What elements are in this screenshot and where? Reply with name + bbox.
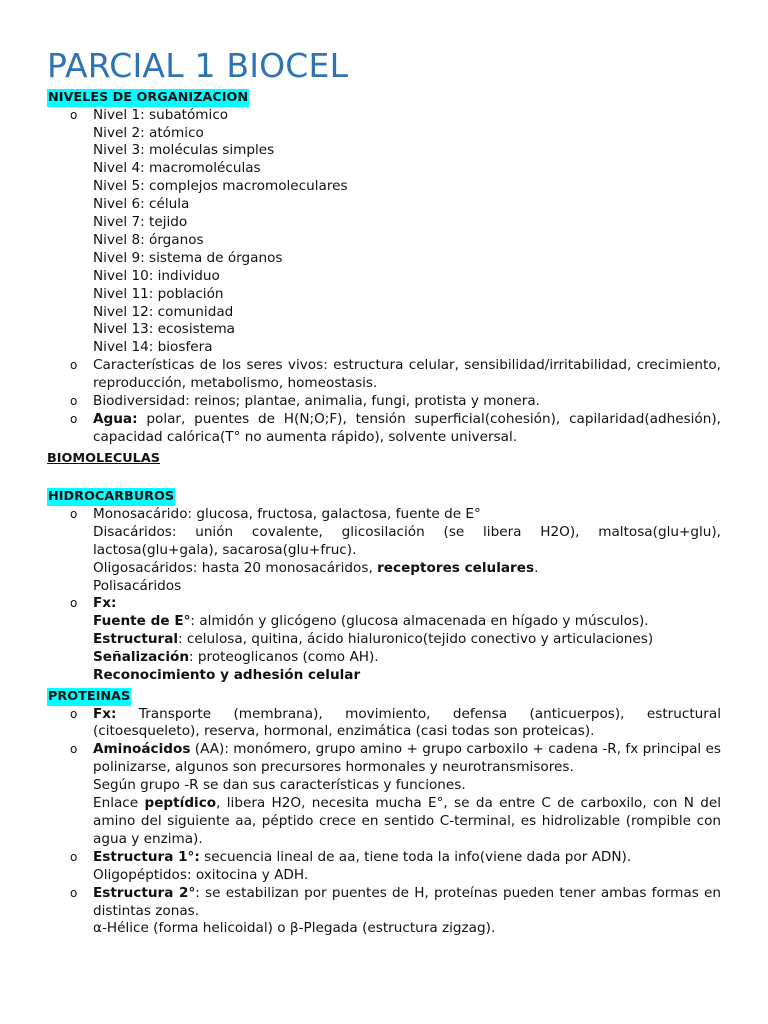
- page-title: PARCIAL 1 BIOCEL: [47, 46, 349, 85]
- bullet-marker: o: [70, 885, 78, 900]
- agua-text: polar, puentes de H(N;O;F), tensión superficial(cohesión), capilaridad(adhesión), capacidad calórica(T° no aumenta rápido), solvente universal.: [93, 411, 721, 445]
- bullet-marker: o: [70, 394, 78, 409]
- aa-text: (AA): monómero, grupo amino + grupo carboxilo + cadena -R, fx principal es polinizarse, algunos son precursores hormonales y neurotransmisores.: [93, 741, 721, 776]
- level-item: Nivel 13: ecosistema: [93, 321, 236, 338]
- reconocimiento-text: Reconocimiento y adhesión celular: [93, 667, 361, 684]
- oligopep-text: Oligopéptidos: oxitocina y ADH.: [93, 866, 309, 883]
- estructural-label: Estructural: [93, 631, 179, 648]
- grupo-r-text: Según grupo -R se dan sus características y funciones.: [93, 777, 466, 794]
- fx-prot-label: Fx:: [93, 705, 117, 722]
- fx-label: Fx:: [93, 595, 117, 612]
- fuente-line: [93, 613, 721, 631]
- level-item: Nivel 3: moléculas simples: [93, 142, 275, 159]
- list-item-agua: [47, 411, 721, 447]
- list-item-sacaridos: [47, 506, 721, 596]
- section-header-niveles: NIVELES DE ORGANIZACION: [48, 90, 249, 105]
- estructural-text: : celulosa, quitina, ácido hialuronico(tejido conectivo y articulaciones): [178, 631, 654, 648]
- bullet-marker: o: [70, 412, 78, 426]
- e2-label: Estructura 2°: [93, 884, 196, 901]
- section-proteinas: [47, 685, 721, 938]
- e1-label: Estructura 1°:: [93, 848, 200, 865]
- level-item: Nivel 8: órganos: [93, 231, 204, 248]
- level-item: Nivel 2: atómico: [93, 124, 204, 141]
- bullet-marker: o: [70, 706, 78, 721]
- section-header-hidrocarburos: HIDROCARBUROS: [48, 489, 175, 505]
- level-item: Nivel 5: complejos macromoleculares: [93, 178, 348, 195]
- level-item: Nivel 1: subatómico: [93, 106, 229, 123]
- oligo-bold: receptores celulares: [377, 559, 535, 576]
- estructural-line: [93, 631, 721, 649]
- e2-text: : se estabilizan por puentes de H, proteínas pueden tener ambas formas en distintas zonas.: [93, 884, 721, 919]
- biodiversidad-text: Biodiversidad: reinos; plantae, animalia, fungi, protista y monera.: [93, 393, 540, 410]
- list-item-estructura-1: [47, 849, 721, 885]
- di-text: Disacáridos: unión covalente, glicosilación (se libera H2O), maltosa(glu+glu), lactosa(glu+gala), sacarosa(glu+fruc).: [93, 523, 721, 558]
- bullet-marker: o: [70, 358, 78, 373]
- senal-label: Señalización: [93, 649, 189, 666]
- enlace-bold: peptídico: [144, 795, 217, 812]
- section-header-biomoleculas: BIOMOLECULAS: [47, 450, 160, 466]
- list-item-biodiversidad: [47, 393, 721, 411]
- level-item: Nivel 11: población: [93, 285, 224, 302]
- levels-list: [47, 107, 721, 358]
- section-header-proteinas: PROTEINAS: [48, 688, 131, 704]
- bullet-marker: o: [70, 742, 78, 757]
- section-hidrocarburos: [47, 485, 721, 685]
- poli-text: Polisacáridos: [93, 577, 182, 594]
- document-page: [47, 46, 721, 938]
- level-item: Nivel 9: sistema de órganos: [93, 249, 283, 266]
- mono-text: Monosacárido: glucosa, fructosa, galactosa, fuente de E°: [93, 505, 481, 522]
- aa-label: Aminoácidos: [93, 741, 191, 758]
- list-item-caracteristicas: [47, 357, 721, 393]
- oligo-line: [93, 560, 721, 578]
- level-item: Nivel 14: biosfera: [93, 339, 213, 356]
- bullet-marker: o: [70, 849, 78, 864]
- oligo-end: .: [534, 559, 539, 576]
- senal-line: [93, 649, 721, 667]
- bullet-marker: o: [70, 107, 78, 122]
- helice-text: α-Hélice (forma helicoidal) o β-Plegada (estructura zigzag).: [93, 920, 496, 937]
- section-niveles: [47, 86, 721, 447]
- level-item: Nivel 4: macromoléculas: [93, 160, 261, 177]
- fuente-label: Fuente de E°: [93, 613, 191, 630]
- level-item: Nivel 10: individuo: [93, 267, 220, 284]
- enlace-line: [93, 795, 721, 849]
- caracteristicas-text: Características de los seres vivos: estructura celular, sensibilidad/irritabilidad, crecimiento, reproducción, metabolismo, homeostasis.: [93, 357, 721, 392]
- list-item-fx: [47, 595, 721, 685]
- e1-text: secuencia lineal de aa, tiene toda la info(viene dada por ADN).: [199, 848, 632, 865]
- enlace-text: , libera H2O, necesita mucha E°, se da entre C de carboxilo, con N del amino del siguiente aa, péptido crece en sentido C-terminal, es hidrolizable (rompible con agua y enzima).: [93, 795, 721, 847]
- list-item-fx-prot: [47, 706, 721, 742]
- oligo-text: Oligosacáridos: hasta 20 monosacáridos,: [93, 559, 378, 576]
- bullet-marker: o: [70, 506, 78, 521]
- level-item: Nivel 12: comunidad: [93, 303, 234, 320]
- agua-label: Agua:: [93, 411, 138, 427]
- list-item-aminoacidos: [47, 741, 721, 848]
- fx-prot-text: Transporte (membrana), movimiento, defensa (anticuerpos), estructural (citoesqueleto), reserva, hormonal, enzimática (casi todas son proteicas).: [93, 705, 721, 740]
- level-item: Nivel 6: célula: [93, 196, 190, 213]
- senal-text: : proteoglicanos (como AH).: [189, 649, 379, 666]
- level-item: Nivel 7: tejido: [93, 214, 188, 231]
- fuente-text: : almidón y glicógeno (glucosa almacenada en hígado y músculos).: [190, 613, 649, 630]
- spacer: [47, 467, 721, 485]
- list-item-estructura-2: [47, 885, 721, 939]
- enlace-pre: Enlace: [93, 795, 145, 812]
- bullet-marker: o: [70, 596, 78, 611]
